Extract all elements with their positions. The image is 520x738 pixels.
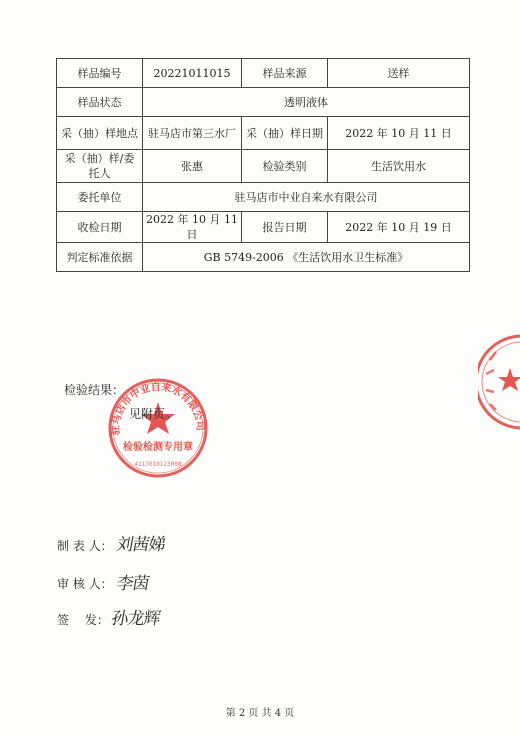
sample-number-label: 样品编号 — [57, 59, 143, 88]
received-date-value: 2022 年 10 月 11 日 — [143, 212, 242, 243]
table-row — [57, 88, 470, 117]
sample-source-value: 送样 — [328, 59, 470, 88]
stamp-center-text: 检验检测专用章 — [123, 442, 193, 453]
report-date-value: 2022 年 10 月 19 日 — [328, 212, 470, 243]
client-unit-value: 驻马店市中业自来水有限公司 — [143, 183, 470, 212]
standard-label: 判定标准依据 — [57, 243, 143, 272]
reviewer-label: 审 核 人： — [57, 577, 113, 591]
table-row — [57, 59, 470, 88]
report-date-label: 报告日期 — [242, 212, 328, 243]
reviewer-row — [57, 575, 113, 592]
stamp-ring-text: 驻马店市中业自来水有限公司 — [110, 382, 206, 436]
issuer-signature: 孙龙辉 — [109, 609, 162, 629]
table-row — [57, 212, 470, 243]
issuer-row — [57, 611, 109, 628]
page-number-footer: 第 2 页 共 4 页 — [225, 708, 295, 719]
result-label: 检验结果： — [64, 383, 125, 397]
inspection-type-label: 检验类别 — [242, 150, 328, 183]
partial-official-stamp — [478, 330, 520, 440]
standard-value: GB 5749-2006 《生活饮用水卫生标准》 — [143, 243, 470, 272]
sampler-label: 采（抽）样/委托人 — [57, 150, 143, 183]
sample-state-label: 样品状态 — [57, 88, 143, 117]
table-row — [57, 150, 470, 183]
preparer-row — [57, 537, 113, 554]
client-unit-label: 委托单位 — [57, 183, 143, 212]
sampling-location-value: 驻马店市第三水厂 — [143, 117, 242, 150]
stamp-number: 4117010123008 — [134, 461, 182, 468]
sample-number-value: 20221011015 — [143, 59, 242, 88]
preparer-signature: 刘茜娣 — [114, 535, 167, 555]
inspection-type-value: 生活饮用水 — [328, 150, 470, 183]
sampling-location-label: 采（抽）样地点 — [57, 117, 143, 150]
table-row — [57, 183, 470, 212]
table-row — [57, 117, 470, 150]
preparer-label: 制 表 人： — [57, 539, 113, 553]
received-date-label: 收检日期 — [57, 212, 143, 243]
sample-info-table — [56, 58, 470, 272]
sampler-value: 张惠 — [143, 150, 242, 183]
sample-state-value: 透明液体 — [143, 88, 470, 117]
sampling-date-label: 采（抽）样日期 — [242, 117, 328, 150]
table-row — [57, 243, 470, 272]
sampling-date-value: 2022 年 10 月 11 日 — [328, 117, 470, 150]
issuer-label: 签 发： — [57, 613, 109, 627]
reviewer-signature: 李茵 — [114, 574, 151, 594]
sample-source-label: 样品来源 — [242, 59, 328, 88]
result-value: 见附页。 — [129, 407, 178, 421]
